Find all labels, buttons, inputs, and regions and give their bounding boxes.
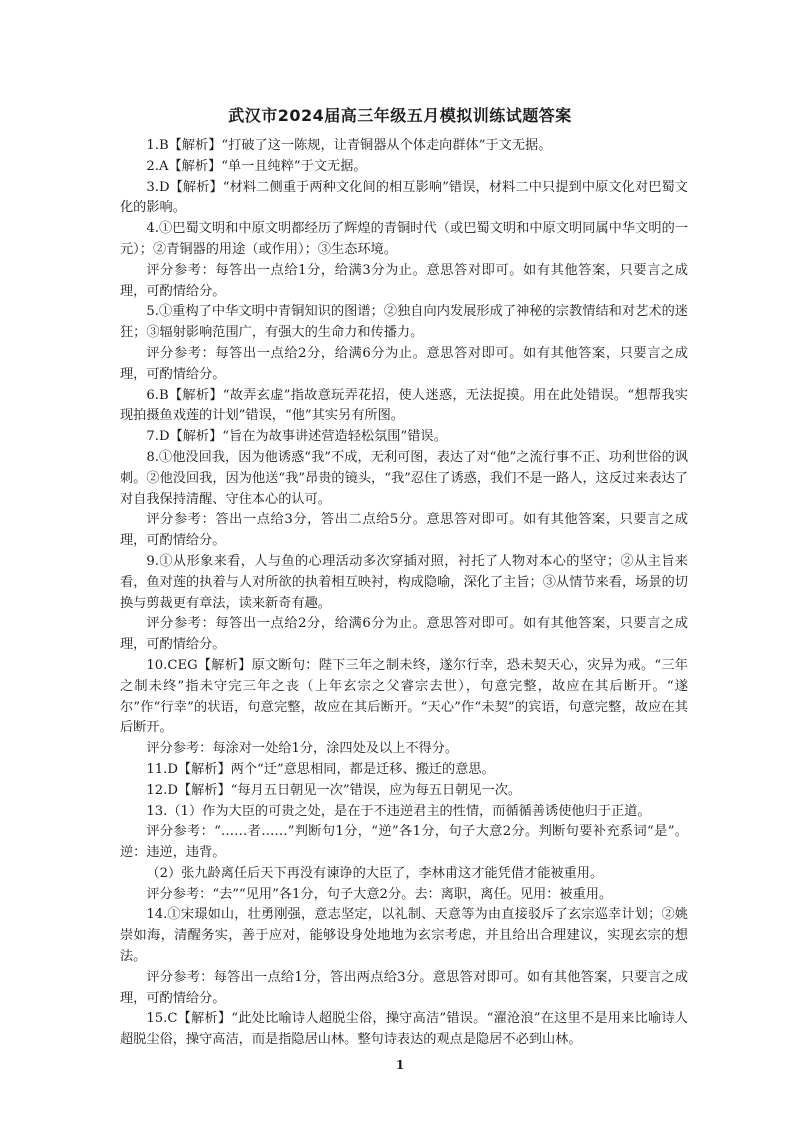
answer-paragraph: 13.（1）作为大臣的可贵之处，是在于不违逆君主的性情，而循循善诱使他归于正道。 [146, 803, 651, 819]
answer-paragraph: 11.D【解析】两个“迁”意思相同，都是迁移、搬迁的意思。 [146, 761, 495, 777]
answer-paragraph: 14.①宋璟如山，壮勇刚强，意志坚定，以礼制、天意等为由直接驳斥了玄宗巡幸计划；②姚崇如海，清醒务实，善于应对，能够设身处地地为玄宗考虑，并且给出合理建议，实现玄宗的想法。 [120, 907, 688, 965]
scoring-note: 评分参考：每答出一点给1分，答出两点给3分。意思答对即可。如有其他答案，只要言之成理，可酌情给分。 [120, 969, 688, 1006]
answer-paragraph: 6.B【解析】“故弄玄虚”指故意玩弄花招，使人迷惑，无法捉摸。用在此处错误。“想帮我实现拍摄鱼戏莲的计划”错误，“他”其实另有所图。 [120, 387, 688, 424]
answer-paragraph: 4.①巴蜀文明和中原文明都经历了辉煌的青铜时代（或巴蜀文明和中原文明同属中华文明的一元）；②青铜器的用途（或作用）；③生态环境。 [120, 221, 688, 257]
answer-paragraph: 12.D【解析】“每月五日朝见一次”错误，应为每五日朝见一次。 [146, 782, 522, 798]
answer-paragraph: 9.①从形象来看，人与鱼的心理活动多次穿插对照，衬托了人物对本心的坚守；②从主旨来看，鱼对莲的执着与人对所欲的执着相互映衬，构成隐喻，深化了主旨；③从情节来看，场景的切换与剪裁更有章法，读来新奇有趣。 [120, 553, 688, 611]
scoring-note: 评分参考：每答出一点给2分，给满6分为止。意思答对即可。如有其他答案，只要言之成理，可酌情给分。 [120, 616, 688, 653]
answer-paragraph: 5.①重构了中华文明中青铜知识的图谱；②独自向内发展形成了神秘的宗教情结和对艺术的迷狂；③辐射影响范围广，有强大的生命力和传播力。 [120, 304, 688, 341]
scoring-note: 评分参考：每涂对一处给1分，涂四处及以上不得分。 [146, 741, 459, 757]
scoring-note: 评分参考：“……者……”判断句1分，“逆”各1分，句子大意2分。判断句要补充系词“是”。逆：违逆，违背。 [120, 824, 688, 861]
page-number: 1 [395, 1058, 405, 1072]
answer-paragraph: 7.D【解析】“旨在为故事讲述营造轻松氛围”错误。 [146, 429, 447, 445]
scoring-note: 评分参考：答出一点给3分，答出二点给5分。意思答对即可。如有其他答案，只要言之成理，可酌情给分。 [120, 512, 688, 549]
answer-paragraph: （2）张九龄离任后天下再没有谏诤的大臣了，李林甫这才能凭借才能被重用。 [146, 865, 604, 881]
scoring-note: 评分参考：“去”“见用”各1分，句子大意2分。去：离职，离任。见用：被重用。 [146, 886, 613, 902]
answer-paragraph: 2.A【解析】“单一且纯粹”于文无据。 [146, 158, 367, 174]
scoring-note: 评分参考：每答出一点给1分，给满3分为止。意思答对即可。如有其他答案，只要言之成理，可酌情给分。 [120, 262, 688, 299]
answer-paragraph: 1.B【解析】“打破了这一陈规，让青铜器从个体走向群体”于文无据。 [146, 138, 552, 153]
answer-paragraph: 10.CEG【解析】原文断句：陛下三年之制未终，遂尔行幸，恐未契天心，灾异为戒。“三年之制未终”指未守完三年之丧（上年玄宗之父睿宗去世），句意完整，故应在其后断开。“遂尔”作“行幸”的状语，句意完整，故应在其后断开。“天心”作“未契”的宾语，句意完整，故应在其后断开。 [120, 657, 688, 736]
scoring-note: 评分参考：每答出一点给2分，给满6分为止。意思答对即可。如有其他答案，只要言之成理，可酌情给分。 [120, 345, 688, 382]
answer-paragraph: 3.D【解析】“材料二侧重于两种文化间的相互影响”错误，材料二中只提到中原文化对巴蜀文化的影响。 [120, 179, 688, 216]
answer-paragraph: 15.C【解析】“此处比喻诗人超脱尘俗，操守高洁”错误。“濯沧浪”在这里不是用来比喻诗人超脱尘俗，操守高洁，而是指隐居山林。整句诗表达的观点是隐居不必到山林。 [120, 1011, 688, 1048]
answer-paragraph: 8.①他没回我，因为他诱惑“我”不成，无利可图，表达了对“他”之流行事不正、功利世俗的讽刺。②他没回我，因为他送“我”昂贵的镜头，“我”忍住了诱惑，我们不是一路人，这反过来表达了对自我保持清醒、守住本心的认可。 [120, 449, 688, 507]
page-title: 武汉市2024届高三年级五月模拟训练试题答案 [228, 106, 572, 125]
answer-content [120, 136, 688, 1051]
